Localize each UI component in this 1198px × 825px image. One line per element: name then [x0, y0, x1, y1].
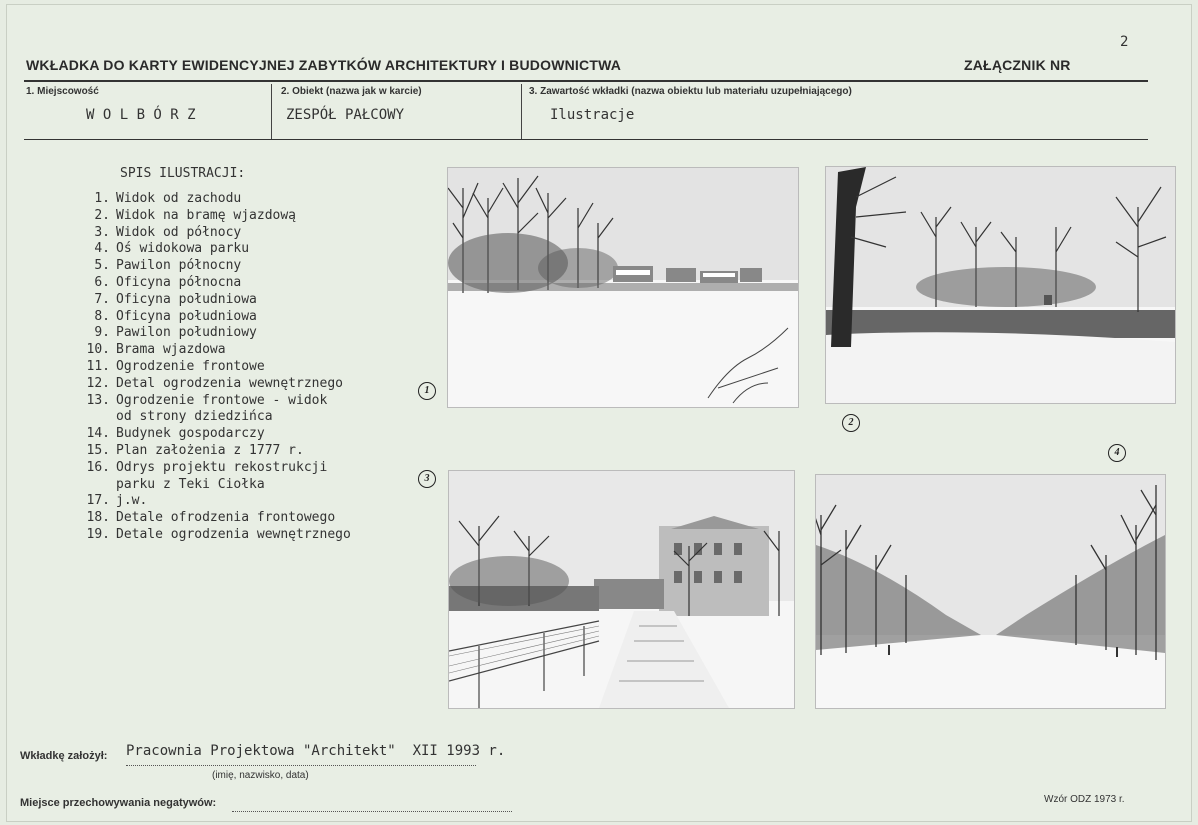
illustration-title: Ogrodzenie frontowe - widok	[116, 392, 328, 408]
illustration-number: 12.	[86, 375, 110, 391]
illustration-title: od strony dziedzińca	[116, 409, 273, 425]
photo-4-park-view-axis	[815, 474, 1166, 709]
illustration-title: Brama wjazdowa	[116, 342, 226, 358]
illustration-list-item	[78, 309, 351, 326]
photo-3-north-view	[448, 470, 795, 709]
illustration-number: 11.	[86, 358, 110, 374]
illustration-number: 2.	[94, 207, 110, 223]
illustration-list-item	[78, 426, 351, 443]
illustration-list-item	[78, 292, 351, 309]
illustration-list-item	[78, 325, 351, 342]
illustration-number: 3.	[94, 224, 110, 240]
illustration-title: Widok od północy	[116, 224, 242, 240]
illustration-number: 10.	[86, 342, 110, 358]
illustration-list-item	[78, 208, 351, 225]
illustration-number: 8.	[94, 308, 110, 324]
locality-value: W O L B Ó R Z	[86, 107, 196, 123]
illustration-number: 16.	[86, 459, 110, 475]
illustration-number: 6.	[94, 274, 110, 290]
illustration-title: Detal ogrodzenia wewnętrznego	[116, 375, 343, 391]
page-number: 2	[1120, 34, 1129, 50]
created-dotted-line	[126, 765, 476, 766]
illustration-number: 1.	[94, 191, 110, 206]
illustration-list-item	[78, 393, 351, 410]
illustration-list-item	[78, 241, 351, 258]
illustration-number: 4.	[94, 241, 110, 257]
illustration-list-item	[78, 376, 351, 393]
illustration-list-item	[78, 477, 351, 494]
illustration-number: 5.	[94, 258, 110, 274]
created-value: Pracownia Projektowa "Architekt" XII 1993 r.	[126, 743, 506, 759]
created-hint: (imię, nazwisko, data)	[212, 770, 309, 781]
illustration-title: Oś widokowa parku	[116, 241, 250, 257]
illustration-list-item	[78, 460, 351, 477]
illustration-list-item	[78, 359, 351, 376]
contents-label: 3. Zawartość wkładki (nazwa obiektu lub materiału uzupełniającego)	[529, 86, 852, 97]
illustration-list-item	[78, 443, 351, 460]
locality-label: 1. Miejscowość	[26, 86, 99, 97]
illustrations-list	[78, 191, 351, 544]
object-value: ZESPÓŁ PAŁCOWY	[286, 107, 405, 123]
form-code: Wzór ODZ 1973 r.	[1044, 794, 1125, 805]
illustration-list-item	[78, 409, 351, 426]
illustration-number: 17.	[86, 493, 110, 509]
photo-1-west-view	[447, 167, 799, 408]
illustration-title: Odrys projektu rekostrukcji	[116, 459, 328, 475]
illustration-title: parku z Teki Ciołka	[116, 476, 265, 492]
illustration-number: 19.	[86, 526, 110, 542]
illustration-title: Widok od zachodu	[116, 191, 242, 206]
storage-dotted-line	[232, 811, 512, 812]
illustration-list-item	[78, 510, 351, 527]
illustration-number: 14.	[86, 426, 110, 442]
illustration-title: Budynek gospodarczy	[116, 426, 265, 442]
illustration-number: 18.	[86, 510, 110, 526]
photo-2-entrance-gate-view	[825, 166, 1176, 404]
photo-number-badge: 2	[842, 414, 860, 432]
field-divider	[521, 84, 522, 139]
illustration-title: Detale ofrodzenia frontowego	[116, 510, 336, 526]
illustration-list-item	[78, 342, 351, 359]
illustration-title: Plan założenia z 1777 r.	[116, 442, 304, 458]
illustration-number: 15.	[86, 442, 110, 458]
illustration-list-item	[78, 527, 351, 544]
illustration-title: Pawilon południowy	[116, 325, 257, 341]
annex-label: ZAŁĄCZNIK NR	[964, 57, 1071, 73]
header-rule	[24, 80, 1148, 82]
illustration-title: Oficyna południowa	[116, 291, 257, 307]
illustration-title: Pawilon północny	[116, 258, 242, 274]
illustration-list-item	[78, 225, 351, 242]
contents-value: Ilustracje	[550, 107, 635, 123]
illustration-title: Oficyna południowa	[116, 308, 257, 324]
illustration-number: 13.	[86, 392, 110, 408]
illustration-list-item	[78, 275, 351, 292]
photo-number-badge: 4	[1108, 444, 1126, 462]
illustration-number: 7.	[94, 291, 110, 307]
illustration-number: 9.	[94, 325, 110, 341]
field-divider	[271, 84, 272, 139]
illustration-list-item	[78, 258, 351, 275]
illustration-list-item	[78, 493, 351, 510]
created-label: Wkładkę założył:	[20, 750, 108, 762]
illustration-title: Widok na bramę wjazdową	[116, 207, 297, 223]
negatives-storage-label: Miejsce przechowywania negatywów:	[20, 797, 217, 809]
fields-rule	[24, 139, 1148, 140]
illustrations-heading: SPIS ILUSTRACJI:	[120, 166, 246, 181]
photo-number-badge: 3	[418, 470, 436, 488]
illustration-title: Detale ogrodzenia wewnętrznego	[116, 526, 351, 542]
object-label: 2. Obiekt (nazwa jak w karcie)	[281, 86, 422, 97]
illustration-title: j.w.	[116, 493, 148, 509]
photo-number-badge: 1	[418, 382, 436, 400]
card-title: WKŁADKA DO KARTY EWIDENCYJNEJ ZABYTKÓW ARCHITEKTURY I BUDOWNICTWA	[26, 57, 622, 73]
illustration-title: Oficyna północna	[116, 274, 242, 290]
illustration-title: Ogrodzenie frontowe	[116, 358, 265, 374]
illustration-list-item	[78, 191, 351, 208]
